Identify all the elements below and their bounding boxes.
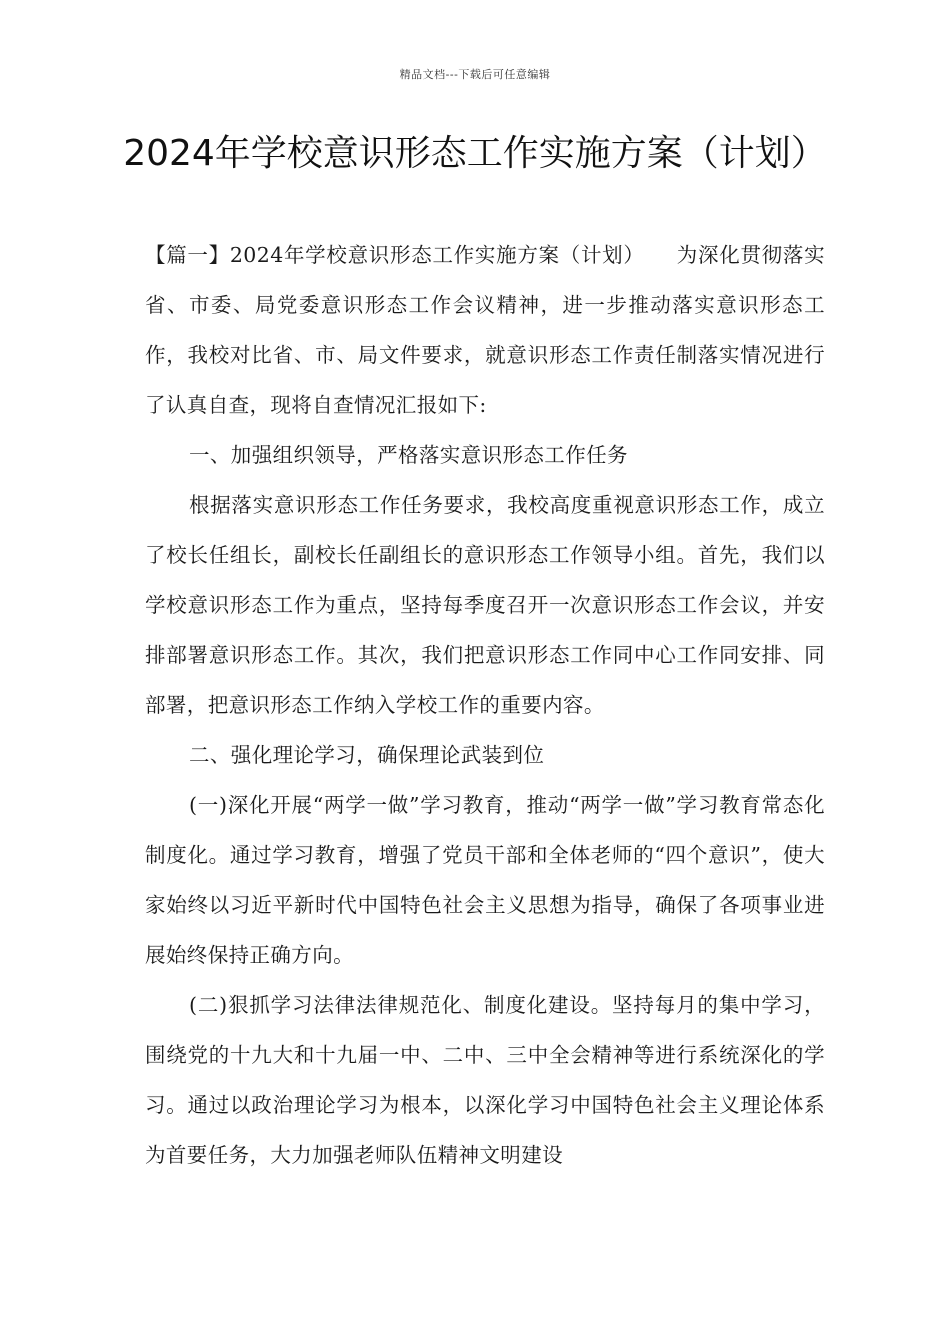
document-body	[145, 230, 825, 1180]
paragraph-2-2: (二)狠抓学习法律法律规范化、制度化建设。坚持每月的集中学习，围绕党的十九大和十九届一中、二中、三中全会精神等进行系统深化的学习。通过以政治理论学习为根本，以深化学习中国特色社会主义理论体系为首要任务，大力加强老师队伍精神文明建设	[145, 993, 825, 1167]
paragraph-1: 根据落实意识形态工作任务要求，我校高度重视意识形态工作，成立了校长任组长，副校长任副组长的意识形态工作领导小组。首先，我们以学校意识形态工作为重点，坚持每季度召开一次意识形态工作会议，并安排部署意识形态工作。其次，我们把意识形态工作同中心工作同安排、同部署，把意识形态工作纳入学校工作的重要内容。	[145, 493, 825, 717]
section-heading-1: 一、加强组织领导，严格落实意识形态工作任务	[189, 443, 628, 467]
header-note: 精品文档---下载后可任意编辑	[399, 68, 551, 81]
paragraph-2-1: (一)深化开展“两学一做”学习教育，推动“两学一做”学习教育常态化制度化。通过学习教育，增强了党员干部和全体老师的“四个意识”，使大家始终以习近平新时代中国特色社会主义思想为指导，确保了各项事业进展始终保持正确方向。	[145, 793, 825, 967]
section-heading-2: 二、强化理论学习，确保理论武装到位	[189, 743, 545, 767]
document-title: 2024年学校意识形态工作实施方案（计划）	[123, 133, 827, 174]
paragraph-intro: 【篇一】2024年学校意识形态工作实施方案（计划） 为深化贯彻落实省、市委、局党委意识形态工作会议精神，进一步推动落实意识形态工作，我校对比省、市、局文件要求，就意识形态工作责任制落实情况进行了认真自查，现将自查情况汇报如下:	[145, 243, 825, 417]
